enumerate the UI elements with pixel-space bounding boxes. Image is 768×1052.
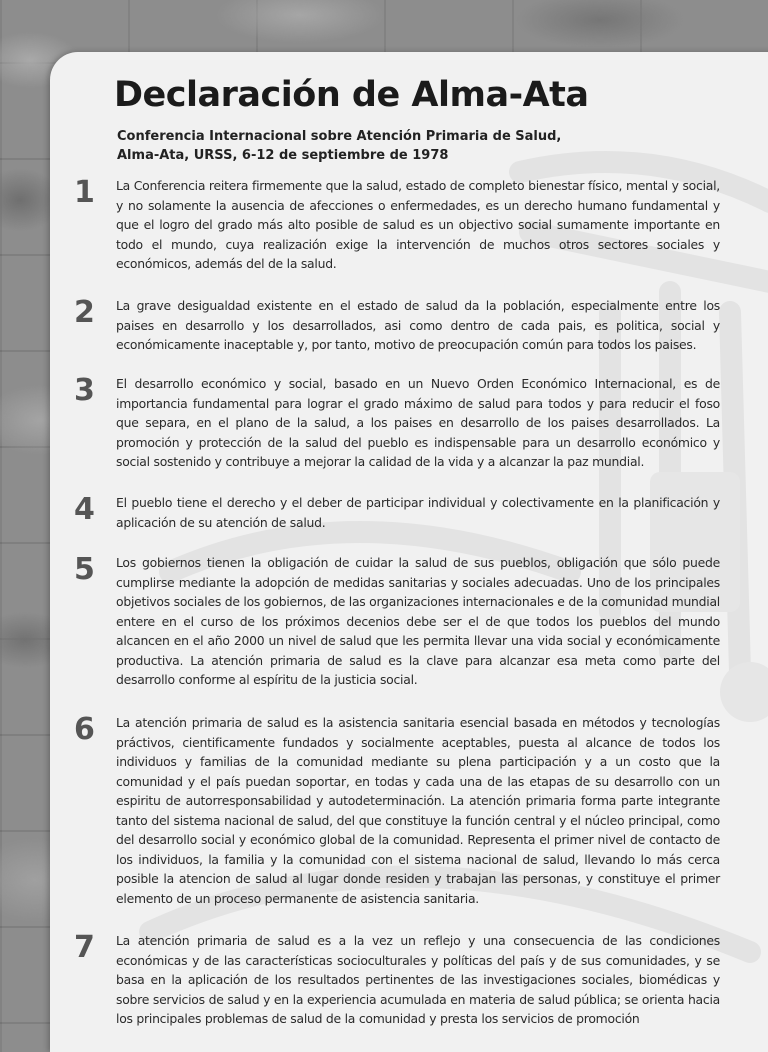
section-text: El pueblo tiene el derecho y el deber de participar individual y colectivamente en la planificación y aplicación de su atención de salud. [116, 495, 720, 530]
section-text: La grave desigualdad existente en el estado de salud da la población, especialmente entre los paises en desarrollo y los desarrollados, asi como dentro de cada pais, es politica, social y económicamente inaceptable y, por tanto, motivo de preocupación común para todos los paises. [116, 298, 720, 352]
section-text: La atención primaria de salud es la asistencia sanitaria esencial basada en métodos y tecnologías práctivos, cientificamente fundados y socialmente aceptables, puesta al alcance de todos los individuos y familias de la comunidad mediante su plena participación y a un costo que la comunidad y el país puedan soportar, en todas y cada una de las etapas de su desarrollo con un espiritu de autorresponsabilidad y autodeterminación. La atención primaria forma parte integrante tanto del sistema nacional de salud, del que constituye la función central y el núcleo principal, como del desarrollo social y económico global de la comunidad. Representa el primer nivel de contacto de los individuos, la familia y la comunidad con el sistema nacional de salud, llevando lo más cerca posible la atencion de salud al lugar donde residen y trabajan las personas, y constituye el primer elemento de un proceso permanente de asistencia sanitaria. [116, 715, 720, 906]
subtitle-place-date: Alma-Ata, URSS, 6-12 de septiembre de 1978 [117, 148, 449, 163]
section-number: 1 [74, 175, 95, 210]
section-text: Los gobiernos tienen la obligación de cuidar la salud de sus pueblos, obligación que sólo puede cumplirse mediante la adopción de medidas sanitarias y sociales adecuadas. Uno de los principales objetivos sociales de los gobiernos, de las organizaciones internacionales e de la comunidad mundial entere en el curso de los próximos decenios debe ser el de que todos los pueblos del mundo alcancen en el año 2000 un nivel de salud que les permita llevar una vida social y económicamente productiva. La atención primaria de salud es la clave para alcanzar esa meta como parte del desarrollo conforme al espíritu de la justicia social. [116, 555, 720, 687]
section-number: 2 [74, 295, 95, 330]
section-number: 7 [74, 930, 95, 965]
document-page [50, 52, 768, 1052]
section-text: La atención primaria de salud es a la vez un reflejo y una consecuencia de las condiciones económicas y de las características socioculturales y políticas del país y de sus comunidades, y se basa en la aplicación de los resultados pertinentes de las investigaciones sociales, biomédicas y sobre servicios de salud y en la experiencia acumulada en materia de salud pública; se orienta hacia los principales problemas de salud de la comunidad y presta los servicios de promoción [116, 933, 720, 1026]
document-subtitle [117, 127, 561, 165]
section-number: 5 [74, 552, 95, 587]
section-number: 3 [74, 373, 95, 408]
document-title: Declaración de Alma-Ata [114, 75, 589, 115]
subtitle-conference: Conferencia Internacional sobre Atención Primaria de Salud, [117, 129, 562, 144]
section-number: 4 [74, 492, 95, 527]
section-number: 6 [74, 712, 95, 747]
section-text: La Conferencia reitera firmemente que la salud, estado de completo bienestar físico, mental y social, y no solamente la ausencia de afecciones o enfermedades, es un derecho humano fundamental y que el logro del grado más alto posible de salud es un objectivo social sumamente importante en todo el mundo, cuya realización exige la intervención de muchos otros sectores sociales y económicos, además del de la salud. [116, 178, 720, 271]
section-text: El desarrollo económico y social, basado en un Nuevo Orden Económico Internacional, es de importancia fundamental para lograr el grado máximo de salud para todos y para reducir el foso que separa, en el plano de la salud, a los paises en desarrollo de los paises desarrollados. La promoción y protección de la salud del pueblo es indispensable para un desarrollo económico y social sostenido y contribuye a mejorar la calidad de la vida y a alcanzar la paz mundial. [116, 376, 720, 469]
